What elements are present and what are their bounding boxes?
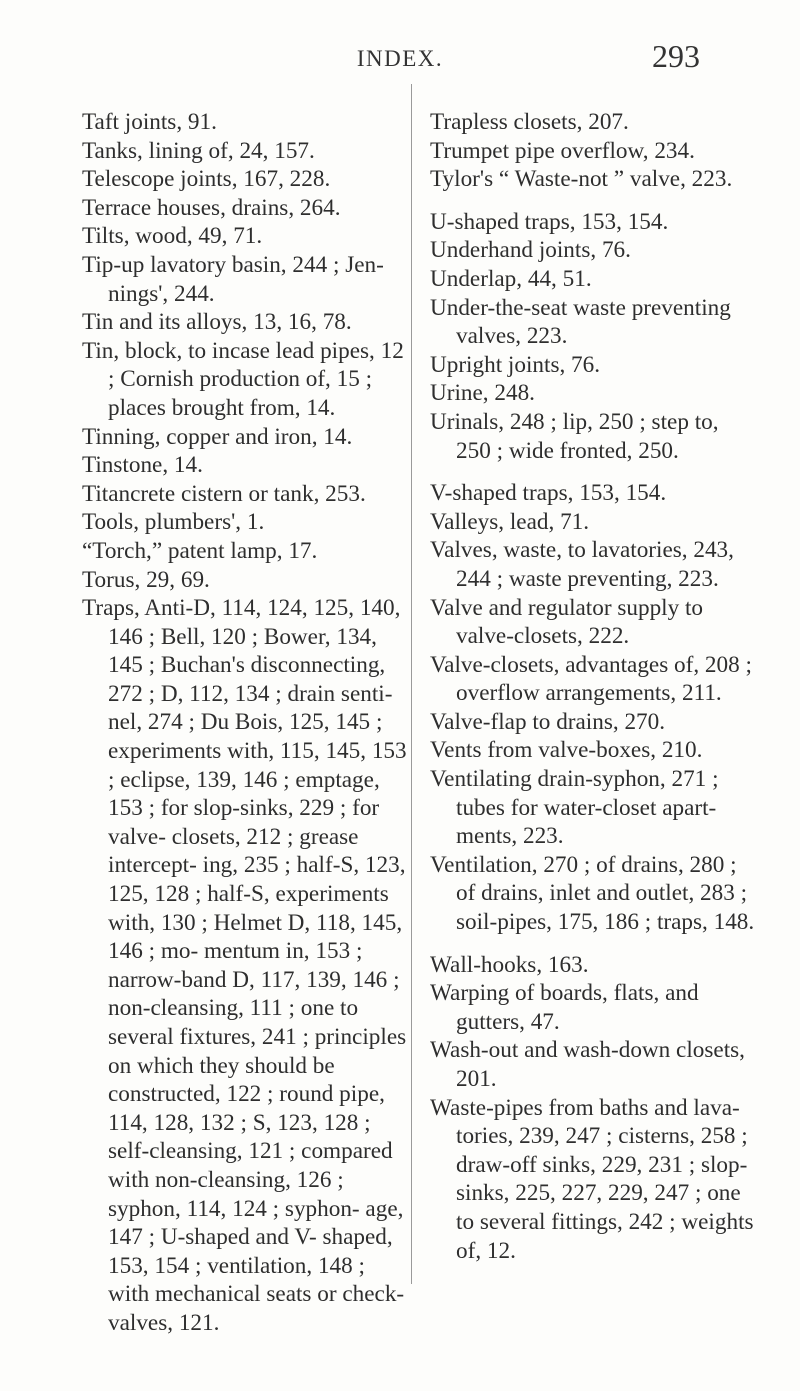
index-entry: Torus, 29, 69.: [82, 566, 210, 593]
index-entry: Valleys, lead, 71.: [430, 508, 590, 535]
index-entry: Valve-flap to drains, 270.: [430, 708, 666, 735]
index-entry: Wall-hooks, 163.: [430, 951, 589, 978]
section-gap: [430, 465, 755, 479]
index-entry: Trumpet pipe overflow, 234.: [430, 137, 695, 164]
index-entry: Tylor's “ Waste-not ” valve, 223.: [430, 166, 733, 193]
index-entry: Valves, waste, to lavatories, 243, 244 ; waste preventing, 223.: [430, 537, 734, 592]
index-entry: Tinstone, 14.: [82, 452, 203, 479]
index-entry: Urine, 248.: [430, 380, 535, 407]
index-entry: Wash-out and wash-down closets, 201.: [430, 1037, 745, 1092]
index-entry: Tin and its alloys, 13, 16, 78.: [82, 309, 352, 336]
index-entry: Vents from valve-boxes, 210.: [430, 737, 703, 764]
index-entry: Tip-up lavatory basin, 244 ; Jen- nings', 244.: [82, 251, 384, 307]
index-entry: Ventilation, 270 ; of drains, 280 ; of drains, inlet and outlet, 283 ; soil-pipes, 175, 186 ; traps, 148.: [430, 851, 755, 936]
column-divider: [411, 84, 412, 1284]
index-entry: Ventilating drain-syphon, 271 ; tubes for water-closet apart- ments, 223.: [430, 766, 719, 850]
index-entry: “Torch,” patent lamp, 17.: [82, 537, 318, 564]
index-entry: Tinning, copper and iron, 14.: [82, 423, 353, 450]
index-entry: Trapless closets, 207.: [430, 109, 629, 135]
left-index-column: [82, 108, 407, 1338]
index-entry: Tanks, lining of, 24, 157.: [82, 137, 315, 164]
page-title: INDEX.: [356, 46, 444, 71]
index-entry: Warping of boards, flats, and gutters, 47.: [430, 980, 699, 1035]
index-entry: Tin, block, to incase lead pipes, 12 ; Cornish production of, 15 ; places brought from, 14.: [82, 337, 404, 421]
index-entry: Valve and regulator supply to valve-closets, 222.: [430, 594, 704, 650]
index-entry: U-shaped traps, 153, 154.: [430, 208, 669, 235]
right-index-column: [430, 108, 755, 1265]
index-entry: Terrace houses, drains, 264.: [82, 194, 341, 221]
section-gap: [430, 194, 755, 208]
index-entry: Underhand joints, 76.: [430, 237, 631, 264]
index-entry: Traps, Anti-D, 114, 124, 125, 140, 146 ; Bell, 120 ; Bower, 134, 145 ; Buchan's disconnecting, 272 ; D, 112, 134 ; drain senti- nel, 274 ; Du Bois, 125, 145 ; experiments with, 115, 145, 153 ; eclipse, 139, 146 ; emptage, 153 ; for slop-sinks, 229 ; for valve- closets, 212 ; grease intercept- ing, 235 ; half-S, 123, 125, 128 ; half-S, experiments with, 130 ; Helmet D, 118, 145, 146 ; mo- mentum in, 153 ; narrow-band D, 117, 139, 146 ; non-cleansing, 111 ; one to several fixtures, 241 ; principles on which they should be constructed, 122 ; round pipe, 114, 128, 132 ; S, 123, 128 ; self-cleansing, 121 ; compared with non-cleansing, 126 ; syphon, 114, 124 ; syphon- age, 147 ; U-shaped and V- shaped, 153, 154 ; ventilation, 148 ; with mechanical seats or check-valves, 121.: [82, 595, 407, 1336]
index-entry: Telescope joints, 167, 228.: [82, 166, 331, 193]
index-entry: Urinals, 248 ; lip, 250 ; step to, 250 ; wide fronted, 250.: [430, 408, 719, 464]
index-entry: Tilts, wood, 49, 71.: [82, 223, 263, 250]
index-entry: Waste-pipes from baths and lava- tories, 239, 247 ; cisterns, 258 ; draw-off sinks, 229, 231 ; slop- sinks, 225, 227, 229, 247 ; one to several fittings, 242 ; weights of, 12.: [430, 1094, 754, 1264]
section-gap: [430, 937, 755, 951]
index-entry: Upright joints, 76.: [430, 351, 601, 378]
index-entry: Tools, plumbers', 1.: [82, 509, 265, 536]
index-entry: Valve-closets, advantages of, 208 ; overflow arrangements, 211.: [430, 651, 752, 707]
index-entry: V-shaped traps, 153, 154.: [430, 480, 667, 507]
index-entry: Underlap, 44, 51.: [430, 265, 592, 292]
index-entry: Taft joints, 91.: [82, 109, 217, 135]
index-entry: Titancrete cistern or tank, 253.: [82, 480, 366, 507]
page-number: 293: [652, 38, 700, 74]
index-entry: Under-the-seat waste preventing valves, 223.: [430, 294, 731, 350]
